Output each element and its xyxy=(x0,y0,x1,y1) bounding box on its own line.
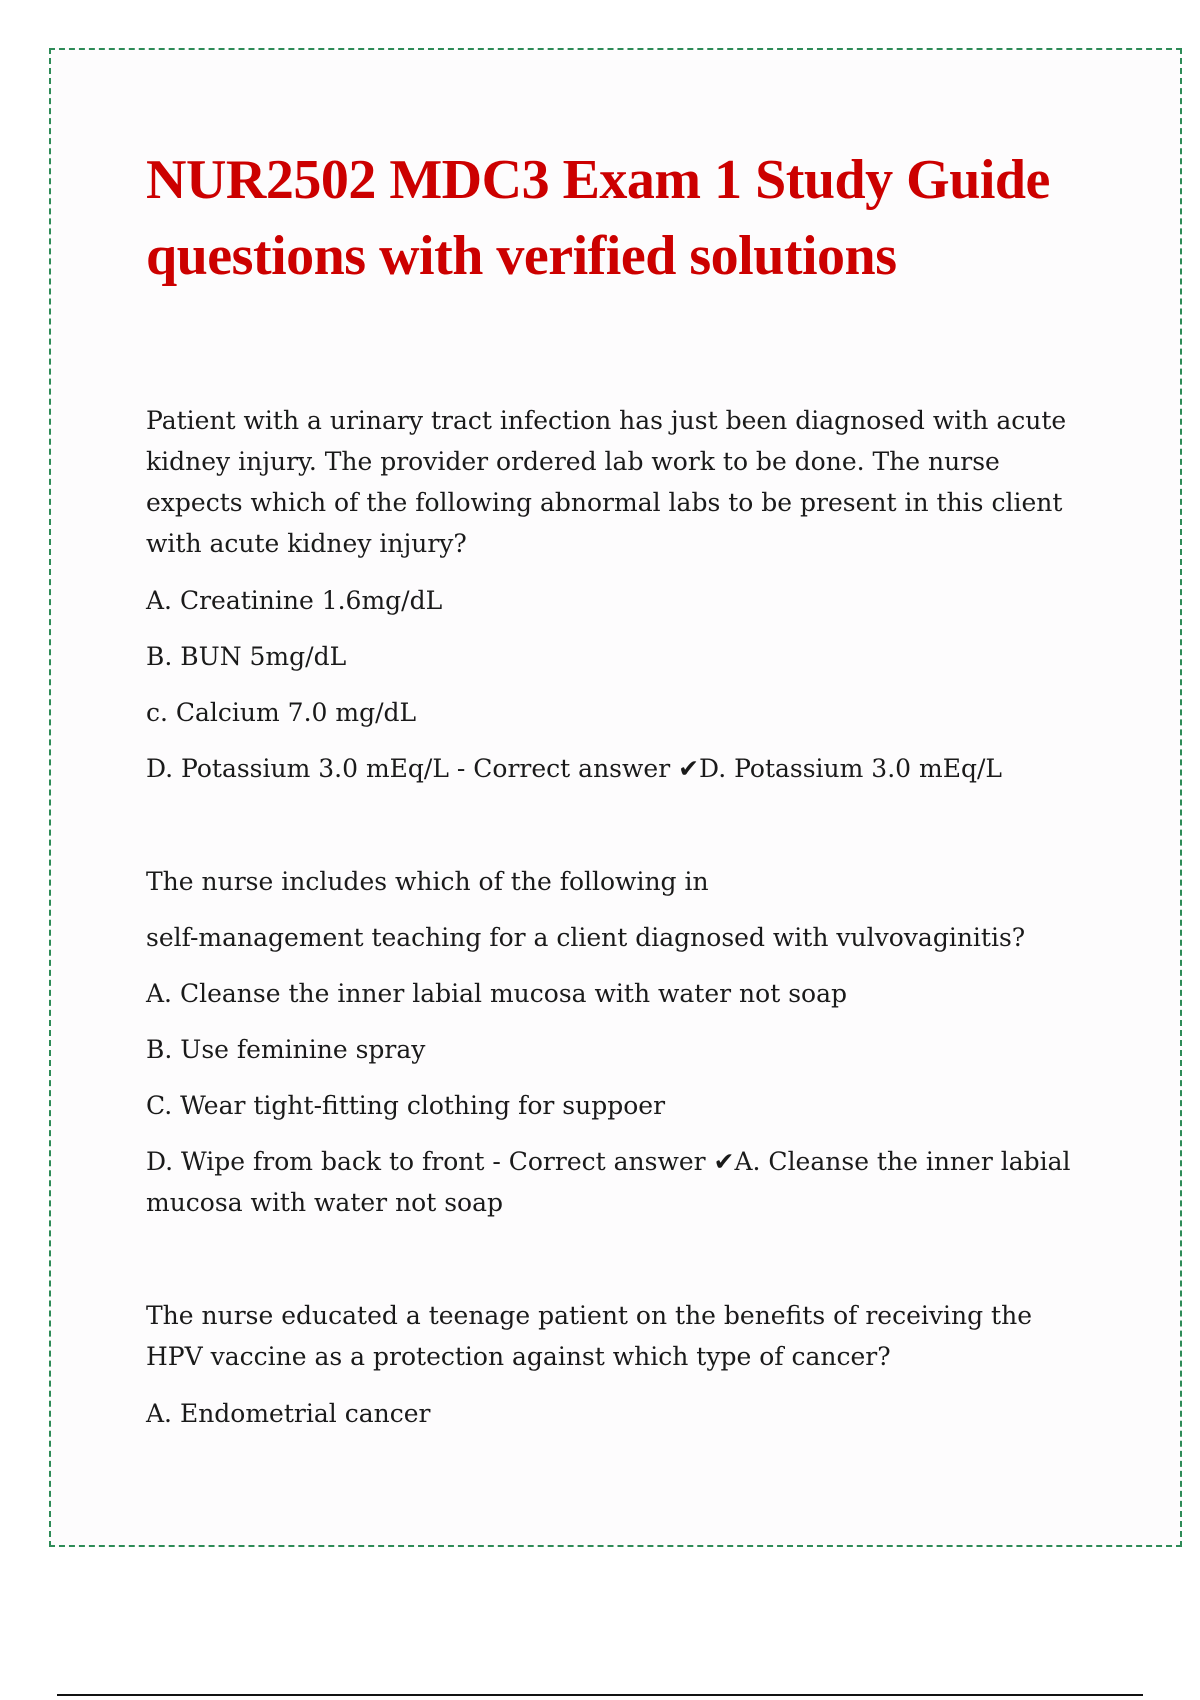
document-title: NUR2502 MDC3 Exam 1 Study Guide questions with verified solutions xyxy=(146,149,1050,287)
answer-option-with-correct-answer: D. Potassium 3.0 mEq/L - Correct answer ✔D. Potassium 3.0 mEq/L xyxy=(146,754,1002,783)
question-block-1 xyxy=(146,400,1076,789)
answer-option: C. Wear tight-fitting clothing for suppoer xyxy=(146,1091,666,1120)
question-block-3 xyxy=(146,1295,1076,1434)
answer-option: B. BUN 5mg/dL xyxy=(146,642,347,671)
question-text: Patient with a urinary tract infection has just been diagnosed with acute kidney injury. The provider ordered lab work to be done. The nurse expects which of the following abnormal labs to be present in this client with acute kidney injury? xyxy=(146,406,1067,558)
question-text-line: self-management teaching for a client diagnosed with vulvovaginitis? xyxy=(146,923,1026,952)
answer-option: A. Creatinine 1.6mg/dL xyxy=(146,586,443,615)
answer-option: B. Use feminine spray xyxy=(146,1035,426,1064)
document-body xyxy=(146,400,1076,1506)
answer-option: c. Calcium 7.0 mg/dL xyxy=(146,698,417,727)
question-block-2 xyxy=(146,861,1076,1223)
question-text: The nurse educated a teenage patient on the benefits of receiving the HPV vaccine as a protection against which type of cancer? xyxy=(146,1301,1032,1371)
answer-option-with-correct-answer: D. Wipe from back to front - Correct answer ✔A. Cleanse the inner labial mucosa with water not soap xyxy=(146,1147,1071,1217)
bottom-rule xyxy=(57,1694,1143,1696)
answer-option: A. Endometrial cancer xyxy=(146,1399,431,1428)
answer-option: A. Cleanse the inner labial mucosa with water not soap xyxy=(146,979,847,1008)
question-text-line: The nurse includes which of the following in xyxy=(146,867,709,896)
